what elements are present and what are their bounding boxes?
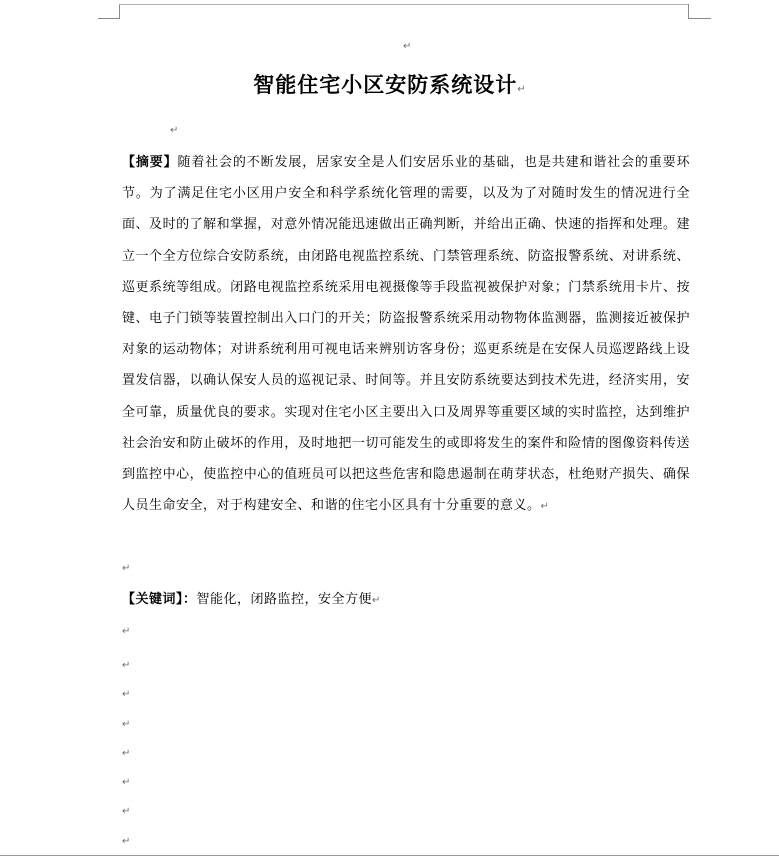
page-bottom-edge [0,855,779,856]
paragraph-mark: ↵ [122,689,131,700]
paragraph-mark: ↵ [517,84,526,95]
paragraph-mark: ↵ [122,806,131,817]
crop-mark-top-right [688,4,711,19]
paragraph-mark: ↵ [122,777,131,788]
keywords-text: 智能化，闭路监控，安全方便 [196,592,373,607]
abstract-text: 随着社会的不断发展，居家安全是人们安居乐业的基础，也是共建和谐社会的重要环节。为了满足住宅小区用户安全和科学系统化管理的需要，以及为了对随时发生的情况进行全面、及时的了解和掌握，对意外情况能迅速做出正确判断，并给出正确、快速的指挥和处理。建立一个全方位综合安防系统，由闭路电视监控系统、门禁管理系统、防盗报警系统、对讲系统、巡更系统等组成。闭路电视监控系统采用电视摄像等手段监视被保护对象；门禁系统用卡片、按键、电子门锁等装置控制出入口门的开关；防盗报警系统采用动物物体监测器，监测接近被保护对象的运动物体；对讲系统利用可视电话来辨别访客身份；巡更系统是在安保人员巡逻路线上设置发信器，以确认保安人员的巡视记录、时间等。并且安防系统要达到技术先进，经济实用，安全可靠，质量优良的要求。实现对住宅小区主要出入口及周界等重要区域的实时监控，达到维护社会治安和防止破坏的作用，及时地把一切可能发生的或即将发生的案件和险情的图像资料传送到监控中心，使监控中心的值班员可以把这些危害和隐患遏制在萌芽状态，杜绝财产损失、确保人员生命安全，对于构建安全、和谐的住宅小区具有十分重要的意义。 [122,155,690,514]
keywords-paragraph [122,585,690,616]
paragraph-mark: ↵ [122,748,131,759]
paragraph-mark: ↵ [122,836,131,847]
abstract-label: 【摘要】 [122,155,178,170]
paragraph-mark: ↵ [403,41,412,52]
paragraph-mark: ↵ [122,719,131,730]
keywords-label: 【关键词】： [122,592,197,607]
abstract-paragraph [122,147,690,522]
paragraph-mark: ↵ [122,660,131,671]
document-title [0,68,779,107]
paragraph-mark: ↵ [170,125,179,136]
title-text: 智能住宅小区安防系统设计 [253,73,518,97]
paragraph-mark: ↵ [122,626,131,637]
paragraph-mark: ↵ [372,595,381,606]
page-top-edge [119,4,688,5]
crop-mark-top-left [98,4,120,19]
paragraph-mark: ↵ [122,563,131,574]
paragraph-mark: ↵ [540,501,550,513]
